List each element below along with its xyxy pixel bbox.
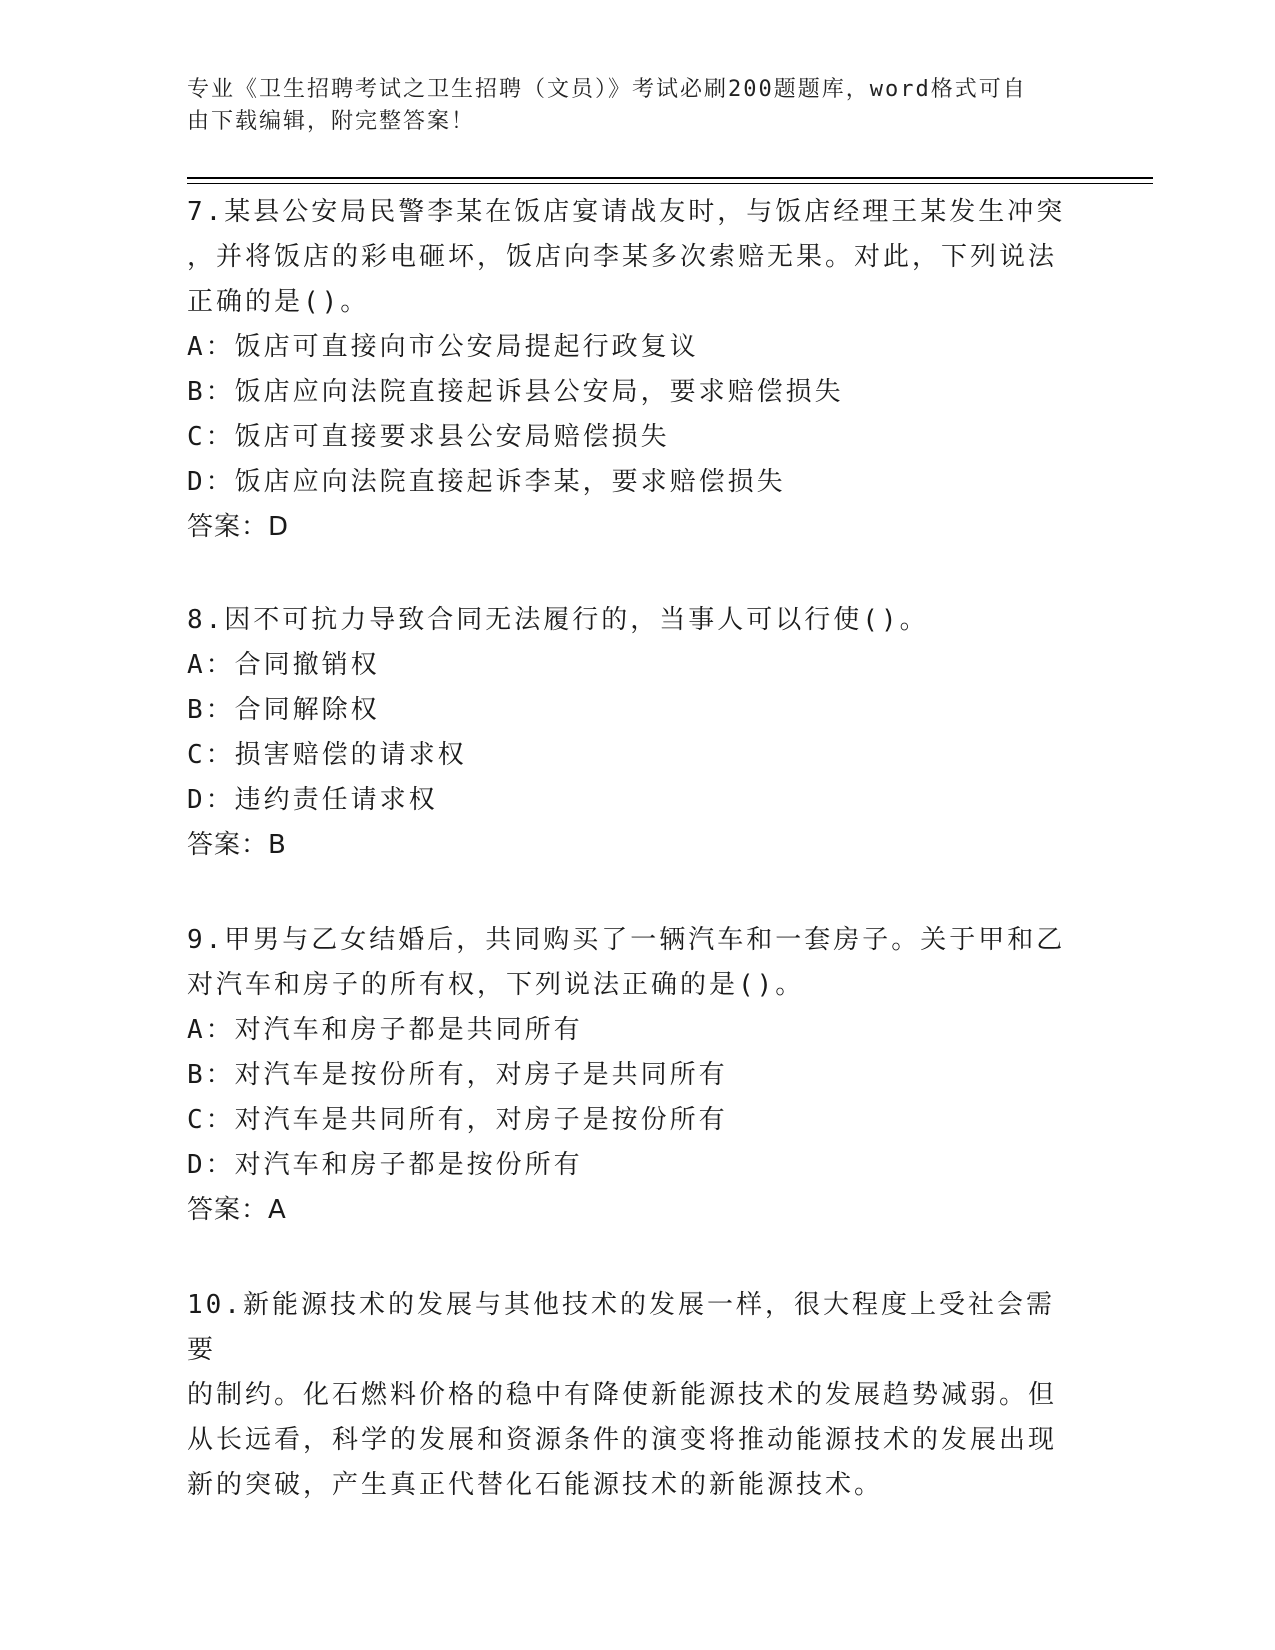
question-stem-line: 9.甲男与乙女结婚后，共同购买了一辆汽车和一套房子。关于甲和乙 (187, 925, 1066, 955)
question-stem-line: 新的突破，产生真正代替化石能源技术的新能源技术。 (187, 1470, 884, 1500)
header-line-1: 专业《卫生招聘考试之卫生招聘（文员）》考试必刷200题题库，word格式可自 (187, 77, 1027, 102)
answer: 答案：D (187, 512, 290, 542)
option-b: B：合同解除权 (187, 695, 380, 725)
header-line-2: 由下载编辑，附完整答案！ (187, 109, 476, 134)
option-a: A：对汽车和房子都是共同所有 (187, 1015, 583, 1045)
question-stem-line: 8.因不可抗力导致合同无法履行的，当事人可以行使()。 (187, 605, 929, 635)
header-divider-thick (187, 177, 1153, 179)
document-header (187, 74, 1087, 138)
option-c: C：损害赔偿的请求权 (187, 740, 467, 770)
option-b: B：饭店应向法院直接起诉县公安局，要求赔偿损失 (187, 377, 844, 407)
option-c: C：饭店可直接要求县公安局赔偿损失 (187, 422, 670, 452)
question-10 (187, 1283, 1067, 1508)
question-stem-line: 正确的是()。 (187, 287, 370, 317)
option-d: D：对汽车和房子都是按份所有 (187, 1150, 583, 1180)
option-d: D：违约责任请求权 (187, 785, 438, 815)
option-d: D：饭店应向法院直接起诉李某，要求赔偿损失 (187, 467, 786, 497)
question-stem-line: 的制约。化石燃料价格的稳中有降使新能源技术的发展趋势减弱。但 (187, 1380, 1058, 1410)
option-c: C：对汽车是共同所有，对房子是按份所有 (187, 1105, 728, 1135)
option-a: A：合同撤销权 (187, 650, 380, 680)
question-stem-line: 10.新能源技术的发展与其他技术的发展一样，很大程度上受社会需要 (187, 1290, 1055, 1365)
answer: 答案：A (187, 1195, 287, 1225)
question-stem-line: 从长远看，科学的发展和资源条件的演变将推动能源技术的发展出现 (187, 1425, 1058, 1455)
question-stem-line: 对汽车和房子的所有权，下列说法正确的是()。 (187, 970, 805, 1000)
option-a: A：饭店可直接向市公安局提起行政复议 (187, 332, 699, 362)
question-8 (187, 598, 1067, 868)
option-b: B：对汽车是按份所有，对房子是共同所有 (187, 1060, 728, 1090)
question-stem-line: 7.某县公安局民警李某在饭店宴请战友时，与饭店经理王某发生冲突 (187, 197, 1066, 227)
answer: 答案：B (187, 830, 287, 860)
question-stem-line: ，并将饭店的彩电砸坏，饭店向李某多次索赔无果。对此，下列说法 (187, 242, 1058, 272)
question-9 (187, 918, 1067, 1233)
question-7 (187, 190, 1067, 550)
header-divider-thin (187, 183, 1153, 184)
